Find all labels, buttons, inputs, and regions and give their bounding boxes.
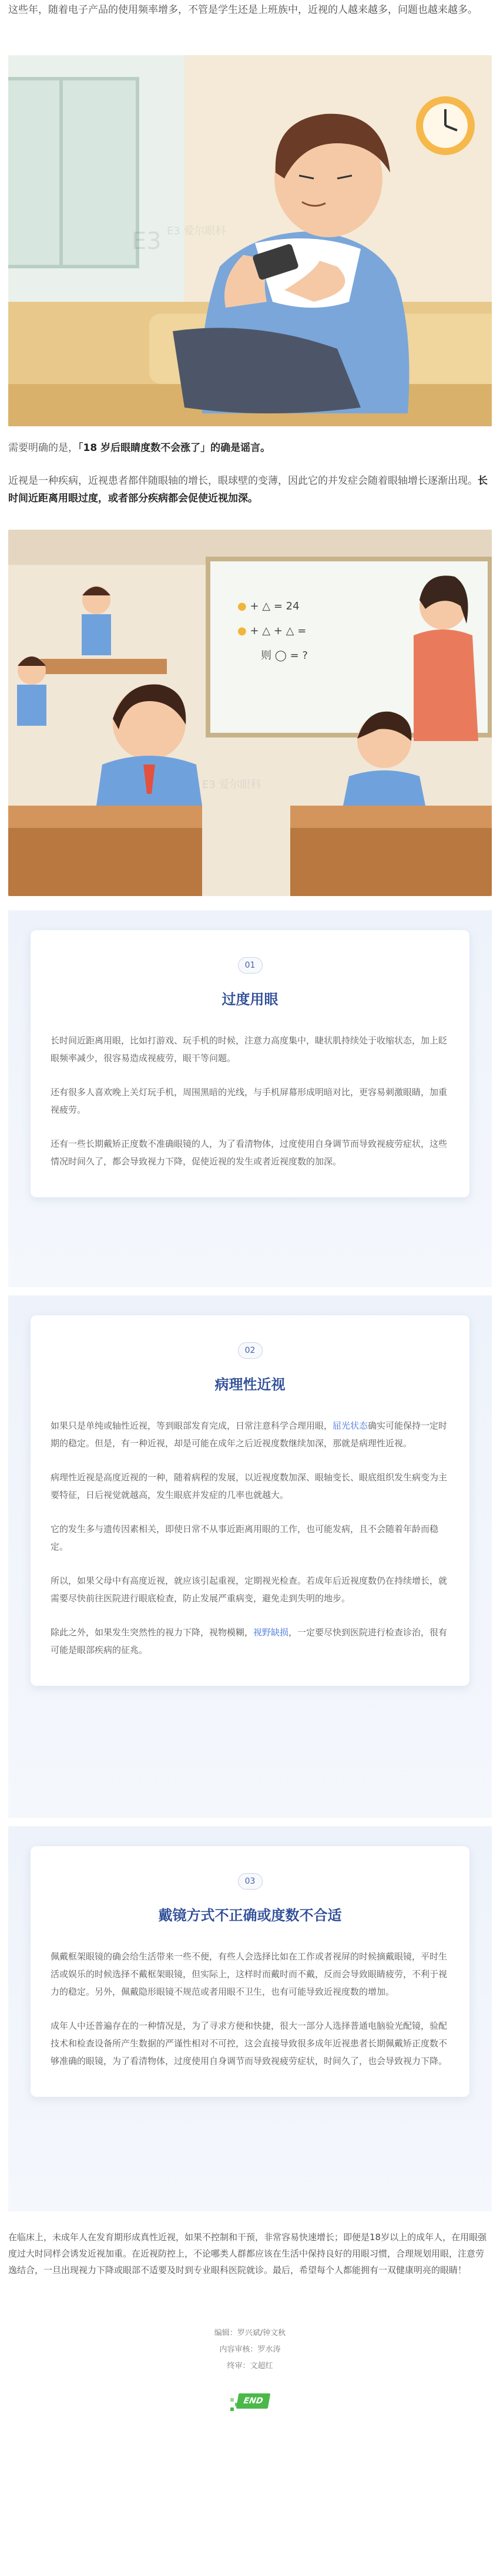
statement-emphasis: 「18 岁后眼睛度数不会涨了」的确是谣言。 (78, 442, 271, 454)
blackboard-row-1: ● + △ = 24 (237, 600, 300, 612)
section-02-para-2: 病理性近视是高度近视的一种，随着病程的发展，以近视度数加深、眼轴变长、眼底组织发生病变为主要特征，日后视觉就越高，发生眼底并发症的几率也就越大。 (51, 1472, 448, 1500)
credit-reviewer: 内容审核：罗水涛 (219, 2345, 281, 2354)
credit-editor: 编辑：罗兴斌/钟文秋 (214, 2329, 286, 2338)
intro-text: 这些年，随着电子产品的使用频率增多，不管是学生还是上班族中，近视的人越来越多，问题也越来越多。 (8, 4, 478, 16)
refraction-status-link[interactable]: 屈光状态 (333, 1420, 368, 1431)
section-01-title: 过度用眼 (222, 991, 278, 1008)
blackboard-eq-1: + △ = 24 (250, 600, 300, 612)
section-03-para-1: 佩戴框架眼镜的确会给生活带来一些不便，有些人会选择比如在工作或者视屏的时候摘戴眼镜，平时生活或娱乐的时候选择不戴框架眼镜，但实际上，这样时而戴时而不戴，反而会导致眼睛疲劳，不利于视力的稳定。另外，佩戴隐形眼镜不规范或者用眼不卫生，也有可能导致近视度数的增加。 (51, 1951, 448, 1997)
conclusion-text: 在临床上，未成年人在发育期形成真性近视，如果不控制和干预，非常容易快速增长；即便是18岁以上的成年人，在用眼强度过大时同样会诱发近视加重。在近视防控上，不论哪类人群都应该在生活中保持良好的用眼习惯，合理规划用眼，注意劳逸结合，一旦出现视力下降或眼部不适要及时到专业眼科医院就诊。最后，希望每个人都能拥有一双健康明亮的眼睛！ (8, 2232, 487, 2275)
section-02-wrapper (8, 1295, 492, 1818)
section-01-card (31, 930, 469, 1197)
illustration-classroom (8, 530, 492, 896)
illustration-boy-phone (8, 55, 492, 426)
myopia-explain-emphasis: 长时间近距离用眼过度，或者部分疾病都会促使近视加深。 (8, 475, 488, 504)
section-02-number: 02 (238, 1342, 263, 1359)
blackboard-content (237, 594, 308, 668)
blackboard-eq-2: + △ + △ = (250, 625, 307, 637)
credit-final: 终审：文超红 (227, 2362, 273, 2370)
svg-text:E3: E3 (132, 228, 162, 255)
myopia-explain-body: 近视是一种疾病，近视患者都伴随眼轴的增长，眼球壁的变薄，因此它的并发症会随着眼轴增长逐渐出现。 (8, 475, 478, 487)
section-02-para-1-a: 如果只是单纯或轴性近视，等到眼部发育完成，日常注意科学合理用眼， (51, 1420, 333, 1431)
section-02-para-5-b: ，一定要尽快到医院进行检查诊治，很有可能是眼部疾病的征兆。 (51, 1627, 448, 1655)
section-01-para-3: 还有一些长期戴矫正度数不准确眼镜的人，为了看清物体，过度使用自身调节而导致视疲劳症状，这些情况时间久了，都会导致视力下降，促使近视的发生或者近视度数的加深。 (51, 1139, 448, 1167)
section-01-wrapper (8, 910, 492, 1287)
blackboard-row-2: ● + △ + △ = (237, 625, 307, 637)
section-02-para-4: 所以，如果父母中有高度近视，就应该引起重视，定期视光检查。若成年后近视度数仍在持续增长，就需要尽快前往医院进行眼底检查，防止发展严重病变，避免走到失明的地步。 (51, 1575, 448, 1604)
statement-prefix: 需要明确的是， (8, 442, 78, 454)
section-02-para-1 (51, 1417, 449, 1452)
section-02-card (31, 1315, 469, 1686)
end-marker (229, 2390, 271, 2413)
myopia-explain-text (0, 472, 500, 525)
section-01-para-2: 还有很多人喜欢晚上关灯玩手机，周围黑暗的光线，与手机屏幕形成明暗对比，更容易刺激眼睛，加重视疲劳。 (51, 1087, 448, 1115)
section-02-para-5 (51, 1624, 449, 1659)
section-02-para-3: 它的发生多与遗传因素相关，即使日常不从事近距离用眼的工作，也可能发病，且不会随着年龄而稳定。 (51, 1524, 439, 1552)
watermark-1: E3 爱尔眼科 (167, 225, 226, 237)
section-03-card (31, 1846, 469, 2097)
boy-phone-image (8, 55, 492, 426)
visual-field-defect-link[interactable]: 视野缺损 (253, 1627, 289, 1638)
section-01-number: 01 (238, 957, 263, 974)
section-03-wrapper (8, 1826, 492, 2211)
section-01-para-1: 长时间近距离用眼，比如打游戏、玩手机的时候，注意力高度集中，睫状肌持续处于收缩状态，加上眨眼频率减少，很容易造成视疲劳，眼干等问题。 (51, 1035, 448, 1063)
section-03-title: 戴镜方式不正确或度数不合适 (158, 1907, 342, 1924)
section-02-para-5-a: 除此之外，如果发生突然性的视力下降，视物模糊， (51, 1627, 254, 1638)
end-badge: END (236, 2393, 270, 2409)
watermark-2: E3 爱尔眼科 (202, 779, 261, 791)
section-02-title: 病理性近视 (214, 1376, 286, 1393)
statement-text (0, 439, 500, 464)
section-02-para-1-b: 确实可能保持一定时期的稳定。但是，有一种近视，却是可能在成年之后近视度数继续加深，那就是病理性近视。 (51, 1420, 448, 1449)
section-03-number: 03 (238, 1873, 263, 1890)
blackboard-eq-3: 则 ◯ = ? (261, 649, 308, 662)
section-03-para-2: 成年人中还普遍存在的一种情况是，为了寻求方便和快捷，很大一部分人选择普通电脑验光配镜，验配技术和检查设备所产生数据的严谨性相对不可控，这会直接导致很多成年近视患者长期佩戴矫正度数不够准确的眼镜，为了看清物体，过度使用自身调节而导致视疲劳症状，时间久了，也会导致视力下降。 (51, 2021, 448, 2066)
credits (0, 2325, 500, 2375)
classroom-image (8, 530, 492, 896)
blackboard-row-3 (237, 644, 308, 668)
